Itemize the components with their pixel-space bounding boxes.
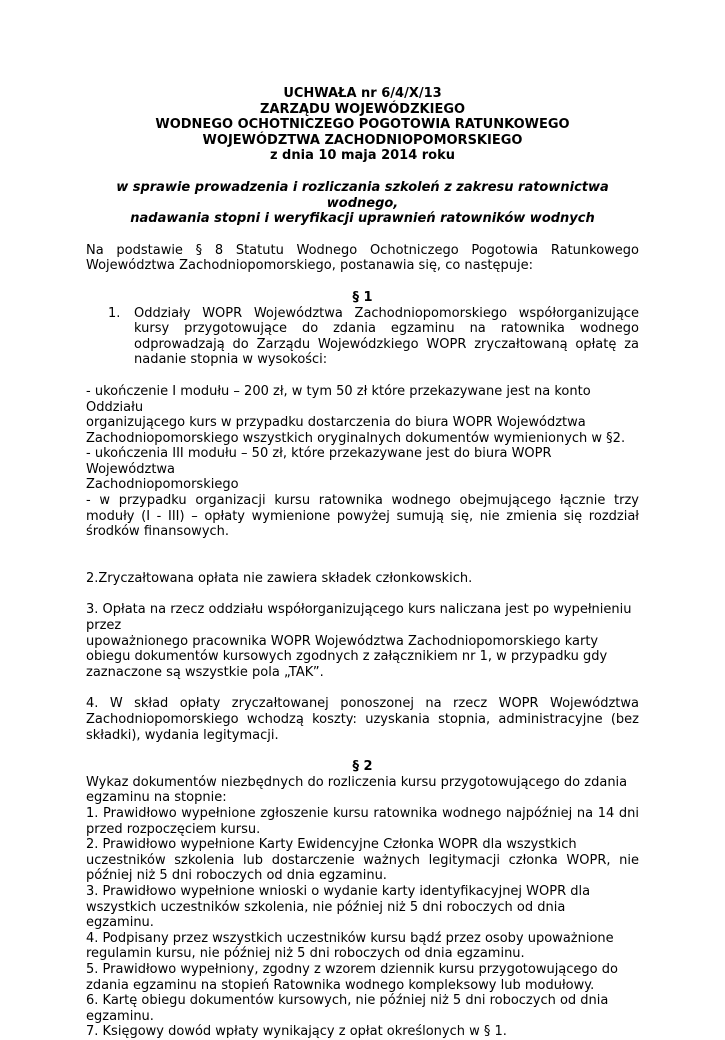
- fee-line-1: - ukończenie I modułu – 200 zł, w tym 50 zł które przekazywane jest na konto Oddziału: [86, 383, 591, 415]
- item-6-line-1: 6. Kartę obiegu dokumentów kursowych, nie później niż 5 dni roboczych od dnia: [86, 993, 609, 1009]
- section-1-item-1: [108, 306, 639, 368]
- title-line-3: WODNEGO OCHOTNICZEGO POGOTOWIA RATUNKOWEGO: [155, 117, 570, 133]
- document-page: [86, 86, 639, 1040]
- resolution-subject: [86, 180, 639, 227]
- fee-line-2: organizującego kurs w przypadku dostarczenia do biura WOPR Województwa: [86, 415, 586, 431]
- subject-line-2: nadawania stopni i weryfikacji uprawnień ratowników wodnych: [130, 211, 595, 227]
- item-3-line-1: 3. Prawidłowo wypełnione wnioski o wydanie karty identyfikacyjnej WOPR dla: [86, 883, 591, 899]
- item-5-line-2: zdania egzaminu na stopień Ratownika wodnego kompleksowy lub modułowy.: [86, 977, 595, 993]
- point-3-line-4: zaznaczone są wszystkie pola „TAK”.: [86, 664, 324, 680]
- section-2-item-7: 7. Księgowy dowód wpłaty wynikający z opłat określonych w § 1.: [86, 1024, 507, 1040]
- item-4-line-2: regulamin kursu, nie później niż 5 dni roboczych od dnia egzaminu.: [86, 946, 525, 962]
- section-2-item-4: [86, 931, 639, 962]
- item-text: Oddziały WOPR Województwa Zachodniopomorskiego współorganizujące kursy przygotowujące do zdania egzaminu na ratownika wodnego odprowadzają do Zarządu Wojewódzkiego WOPR zryczałtowaną opłatę za nadanie stopnia w wysokości:: [134, 305, 639, 368]
- item-5-line-1: 5. Prawidłowo wypełniony, zgodny z wzorem dziennik kursu przygotowującego do: [86, 961, 618, 977]
- fee-list: [86, 384, 639, 540]
- point-3-line-1: 3. Opłata na rzecz oddziału współorganizującego kurs naliczana jest po wypełnieniu przez: [86, 602, 632, 634]
- intro-paragraph: Na podstawie § 8 Statutu Wodnego Ochotniczego Pogotowia Ratunkowego Województwa Zachodniopomorskiego, postanawia się, co następuje:: [86, 242, 639, 274]
- item-4-line-1: 4. Podpisany przez wszystkich uczestników kursu bądź przez osoby upoważnione: [86, 930, 614, 946]
- section-2-item-2: [86, 837, 639, 884]
- section-1-point-4: 4. W skład opłaty zryczałtowanej ponoszonej na rzecz WOPR Województwa Zachodniopomorskiego wchodzą koszty: uzyskania stopnia, administracyjne (bez składki), wydania legitymacji.: [86, 696, 639, 743]
- title-line-1: UCHWAŁA nr 6/4/X/13: [283, 86, 442, 101]
- title-line-4: WOJEWÓDZTWA ZACHODNIOPOMORSKIEGO: [202, 132, 523, 148]
- section-2-heading: § 2: [352, 759, 373, 775]
- point-3-line-3: obiegu dokumentów kursowych zgodnych z załącznikiem nr 1, w przypadku gdy: [86, 649, 608, 665]
- item-3-line-3: egzaminu.: [86, 915, 154, 931]
- section-1-point-3: [86, 602, 639, 680]
- section-2-intro-line-2: egzaminu na stopnie:: [86, 790, 227, 806]
- fee-line-5: Zachodniopomorskiego: [86, 477, 239, 493]
- point-3-line-2: upoważnionego pracownika WOPR Województwa Zachodniopomorskiego karty: [86, 633, 599, 649]
- section-1-point-2: 2.Zryczałtowana opłata nie zawiera składek członkowskich.: [86, 570, 473, 586]
- item-3-line-2: wszystkich uczestników szkolenia, nie później niż 5 dni roboczych od dnia: [86, 899, 566, 915]
- section-2-item-1: 1. Prawidłowo wypełnione zgłoszenie kursu ratownika wodnego najpóźniej na 14 dni przed rozpoczęciem kursu.: [86, 805, 639, 837]
- item-2-rest: uczestników szkolenia lub dostarczenie ważnych legitymacji członka WOPR, nie później niż 5 dni roboczych od dnia egzaminu.: [86, 852, 639, 884]
- title-line-2: ZARZĄDU WOJEWÓDZKIEGO: [259, 101, 466, 117]
- fee-line-4: - ukończenia III modułu – 50 zł, które przekazywane jest do biura WOPR Województwa: [86, 446, 552, 477]
- subject-line-1: w sprawie prowadzenia i rozliczania szkoleń z zakresu ratownictwa wodnego,: [116, 179, 609, 211]
- fee-combined: - w przypadku organizacji kursu ratownika wodnego obejmującego łącznie trzy moduły (I - III) – opłaty wymienione powyżej sumują się, nie zmienia się rozdział środków finansowych.: [86, 493, 639, 540]
- item-2-line-1: 2. Prawidłowo wypełnione Karty Ewidencyjne Członka WOPR dla wszystkich: [86, 837, 577, 853]
- resolution-header: [86, 86, 639, 164]
- section-2-item-5: [86, 962, 639, 993]
- section-2-intro: [86, 775, 639, 806]
- title-date-line: z dnia 10 maja 2014 roku: [269, 148, 456, 164]
- item-number: 1.: [108, 305, 121, 321]
- section-2-intro-line-1: Wykaz dokumentów niezbędnych do rozliczenia kursu przygotowującego do zdania: [86, 774, 628, 790]
- fee-line-3: Zachodniopomorskiego wszystkich oryginalnych dokumentów wymienionych w §2.: [86, 430, 626, 446]
- section-1-heading: § 1: [352, 289, 373, 305]
- item-6-line-2: egzaminu.: [86, 1008, 154, 1024]
- section-2-item-6: [86, 993, 639, 1024]
- section-2-item-3: [86, 884, 639, 931]
